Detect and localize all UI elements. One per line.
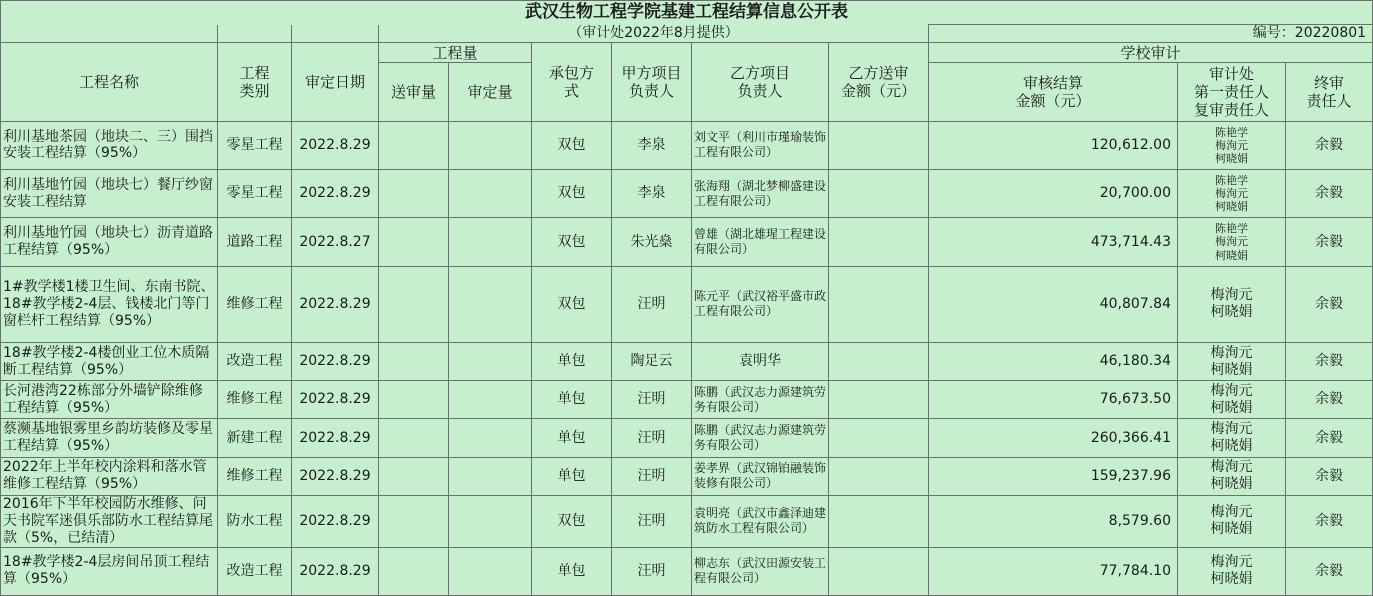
table-row <box>1 419 1373 457</box>
cell-first-reviewer: 梅洵元 柯晓娟 <box>1178 547 1286 595</box>
table-row <box>1 495 1373 547</box>
cell-project-name: 蔡濒基地银雾里乡韵坊装修及零星工程结算（95%） <box>1 419 218 457</box>
table-row <box>1 381 1373 419</box>
cell-contract-mode: 单包 <box>532 381 612 419</box>
cell-final-reviewer: 余毅 <box>1286 121 1373 169</box>
cell-party-b-lead: 张海翔（湖北梦柳盛建设工程有限公司） <box>692 169 829 217</box>
cell-contract-mode: 单包 <box>532 547 612 595</box>
cell-first-reviewer: 陈艳学 梅洵元 柯晓娟 <box>1178 121 1286 169</box>
cell-project-name: 2016年下半年校园防水维修、问天书院军迷俱乐部防水工程结算尾款（5%，已结清） <box>1 495 218 547</box>
cell-review-date: 2022.8.29 <box>292 343 379 381</box>
cell-review-date: 2022.8.29 <box>292 266 379 342</box>
cell-submitted-qty <box>379 343 449 381</box>
cell-party-b-amount <box>829 169 929 217</box>
header-audited-amount: 审核结算 金额（元） <box>929 63 1178 121</box>
cell-party-a-lead: 汪明 <box>612 381 692 419</box>
cell-party-a-lead: 汪明 <box>612 419 692 457</box>
cell-contract-mode: 单包 <box>532 457 612 495</box>
cell-project-type: 零星工程 <box>218 169 292 217</box>
cell-final-reviewer: 余毅 <box>1286 381 1373 419</box>
cell-review-date: 2022.8.29 <box>292 495 379 547</box>
cell-submitted-qty <box>379 169 449 217</box>
cell-submitted-qty <box>379 381 449 419</box>
cell-submitted-qty <box>379 218 449 266</box>
cell-final-reviewer: 余毅 <box>1286 457 1373 495</box>
cell-review-date: 2022.8.27 <box>292 218 379 266</box>
cell-party-b-amount <box>829 495 929 547</box>
header-project-type: 工程 类别 <box>218 43 292 121</box>
cell-contract-mode: 双包 <box>532 218 612 266</box>
cell-final-reviewer: 余毅 <box>1286 419 1373 457</box>
cell-approved-qty <box>449 547 532 595</box>
cell-approved-qty <box>449 266 532 342</box>
cell-first-reviewer: 梅洵元 柯晓娟 <box>1178 266 1286 342</box>
cell-party-a-lead: 朱光燊 <box>612 218 692 266</box>
cell-final-reviewer: 余毅 <box>1286 547 1373 595</box>
cell-party-a-lead: 汪明 <box>612 457 692 495</box>
cell-project-type: 道路工程 <box>218 218 292 266</box>
cell-first-reviewer: 梅洵元 柯晓娟 <box>1178 495 1286 547</box>
cell-first-reviewer: 梅洵元 柯晓娟 <box>1178 419 1286 457</box>
cell-contract-mode: 单包 <box>532 419 612 457</box>
cell-party-b-amount <box>829 457 929 495</box>
cell-party-b-lead: 曾雄（湖北雄瑆工程建设有限公司） <box>692 218 829 266</box>
cell-party-a-lead: 陶足云 <box>612 343 692 381</box>
cell-project-name: 1#教学楼1楼卫生间、东南书院、18#教学楼2-4层、钱楼北门等门窗栏杆工程结算（95%） <box>1 266 218 342</box>
cell-first-reviewer: 梅洵元 柯晓娟 <box>1178 381 1286 419</box>
cell-review-date: 2022.8.29 <box>292 121 379 169</box>
cell-submitted-qty <box>379 419 449 457</box>
cell-party-b-amount <box>829 266 929 342</box>
cell-project-type: 新建工程 <box>218 419 292 457</box>
cell-project-name: 2022年上半年校内涂料和落水管维修工程结算（95%） <box>1 457 218 495</box>
cell-project-type: 防水工程 <box>218 495 292 547</box>
cell-submitted-qty <box>379 457 449 495</box>
cell-party-b-lead: 袁明华 <box>692 343 829 381</box>
table-row <box>1 218 1373 266</box>
header-approved-qty: 审定量 <box>449 63 532 121</box>
cell-approved-qty <box>449 343 532 381</box>
cell-first-reviewer: 陈艳学 梅洵元 柯晓娟 <box>1178 218 1286 266</box>
header-audit-group: 学校审计 <box>929 43 1373 63</box>
cell-party-b-amount <box>829 419 929 457</box>
cell-party-b-amount <box>829 381 929 419</box>
cell-approved-qty <box>449 121 532 169</box>
cell-contract-mode: 双包 <box>532 266 612 342</box>
cell-audited-amount: 473,714.43 <box>929 218 1178 266</box>
cell-audited-amount: 120,612.00 <box>929 121 1178 169</box>
cell-audited-amount: 77,784.10 <box>929 547 1178 595</box>
cell-party-b-amount <box>829 343 929 381</box>
cell-review-date: 2022.8.29 <box>292 419 379 457</box>
cell-audited-amount: 46,180.34 <box>929 343 1178 381</box>
table-row <box>1 547 1373 595</box>
cell-party-a-lead: 汪明 <box>612 495 692 547</box>
header-party-b-amount: 乙方送审 金额（元） <box>829 43 929 121</box>
cell-project-name: 利川基地竹园（地块七）沥青道路工程结算（95%） <box>1 218 218 266</box>
cell-project-type: 零星工程 <box>218 121 292 169</box>
header-final-reviewer: 终审 责任人 <box>1286 63 1373 121</box>
sheet-title: 武汉生物工程学院基建工程结算信息公开表 <box>1 1 1373 25</box>
cell-submitted-qty <box>379 266 449 342</box>
cell-party-a-lead: 李泉 <box>612 169 692 217</box>
cell-review-date: 2022.8.29 <box>292 381 379 419</box>
cell-approved-qty <box>449 218 532 266</box>
header-quantity-group: 工程量 <box>379 43 532 63</box>
header-contract-mode: 承包方 式 <box>532 43 612 121</box>
header-first-reviewer: 审计处 第一责任人 复审责任人 <box>1178 63 1286 121</box>
cell-project-type: 维修工程 <box>218 266 292 342</box>
cell-party-b-lead: 陈鹏（武汉志力源建筑劳务有限公司） <box>692 419 829 457</box>
cell-party-b-lead: 陈鹏（武汉志力源建筑劳务有限公司） <box>692 381 829 419</box>
table-row <box>1 457 1373 495</box>
cell-contract-mode: 双包 <box>532 169 612 217</box>
cell-approved-qty <box>449 169 532 217</box>
cell-project-name: 利川基地茶园（地块二、三）围挡安装工程结算（95%） <box>1 121 218 169</box>
cell-audited-amount: 159,237.96 <box>929 457 1178 495</box>
header-review-date: 审定日期 <box>292 43 379 121</box>
cell-submitted-qty <box>379 495 449 547</box>
cell-party-b-lead: 袁明亮（武汉市鑫泽迪建筑防水工程有限公司） <box>692 495 829 547</box>
header-project-name: 工程名称 <box>1 43 218 121</box>
cell-approved-qty <box>449 457 532 495</box>
cell-approved-qty <box>449 419 532 457</box>
table-row <box>1 343 1373 381</box>
header-submitted-qty: 送审量 <box>379 63 449 121</box>
table-row <box>1 169 1373 217</box>
cell-party-b-amount <box>829 121 929 169</box>
cell-audited-amount: 20,700.00 <box>929 169 1178 217</box>
cell-final-reviewer: 余毅 <box>1286 218 1373 266</box>
cell-party-b-amount <box>829 547 929 595</box>
cell-party-a-lead: 汪明 <box>612 547 692 595</box>
cell-project-name: 长河港湾22栋部分外墙铲除维修工程结算（95%） <box>1 381 218 419</box>
cell-audited-amount: 8,579.60 <box>929 495 1178 547</box>
cell-first-reviewer: 梅洵元 柯晓娟 <box>1178 457 1286 495</box>
header-party-b-lead: 乙方项目 负责人 <box>692 43 829 121</box>
cell-party-b-lead: 柳志东（武汉田源安装工程有限公司） <box>692 547 829 595</box>
cell-project-type: 维修工程 <box>218 381 292 419</box>
cell-project-type: 改造工程 <box>218 343 292 381</box>
header-party-a-lead: 甲方项目 负责人 <box>612 43 692 121</box>
cell-contract-mode: 双包 <box>532 121 612 169</box>
cell-party-b-lead: 刘文平（利川市瑾瑜装饰工程有限公司） <box>692 121 829 169</box>
cell-audited-amount: 260,366.41 <box>929 419 1178 457</box>
cell-party-b-lead: 陈元平（武汉裕平盛市政工程有限公司） <box>692 266 829 342</box>
cell-final-reviewer: 余毅 <box>1286 343 1373 381</box>
cell-project-name: 18#教学楼2-4层房间吊顶工程结算（95%） <box>1 547 218 595</box>
table-row <box>1 121 1373 169</box>
cell-party-a-lead: 汪明 <box>612 266 692 342</box>
cell-submitted-qty <box>379 121 449 169</box>
cell-project-type: 维修工程 <box>218 457 292 495</box>
cell-first-reviewer: 陈艳学 梅洵元 柯晓娟 <box>1178 169 1286 217</box>
cell-first-reviewer: 梅洵元 柯晓娟 <box>1178 343 1286 381</box>
serial-number: 编号：20220801 <box>929 25 1373 43</box>
cell-review-date: 2022.8.29 <box>292 547 379 595</box>
cell-approved-qty <box>449 495 532 547</box>
cell-audited-amount: 76,673.50 <box>929 381 1178 419</box>
cell-project-name: 18#教学楼2-4楼创业工位木质隔断工程结算（95%） <box>1 343 218 381</box>
cell-final-reviewer: 余毅 <box>1286 266 1373 342</box>
cell-review-date: 2022.8.29 <box>292 457 379 495</box>
cell-submitted-qty <box>379 547 449 595</box>
cell-party-a-lead: 李泉 <box>612 121 692 169</box>
cell-project-name: 利川基地竹园（地块七）餐厅纱窗安装工程结算 <box>1 169 218 217</box>
cell-party-b-amount <box>829 218 929 266</box>
cell-party-b-lead: 姜孝界（武汉锦铂融装饰装修有限公司） <box>692 457 829 495</box>
cell-review-date: 2022.8.29 <box>292 169 379 217</box>
sheet-subtitle: （审计处2022年8月提供） <box>379 25 929 43</box>
cell-contract-mode: 单包 <box>532 343 612 381</box>
cell-approved-qty <box>449 381 532 419</box>
table-row <box>1 266 1373 342</box>
cell-final-reviewer: 余毅 <box>1286 169 1373 217</box>
cell-contract-mode: 双包 <box>532 495 612 547</box>
cell-audited-amount: 40,807.84 <box>929 266 1178 342</box>
cell-final-reviewer: 余毅 <box>1286 495 1373 547</box>
cell-project-type: 改造工程 <box>218 547 292 595</box>
